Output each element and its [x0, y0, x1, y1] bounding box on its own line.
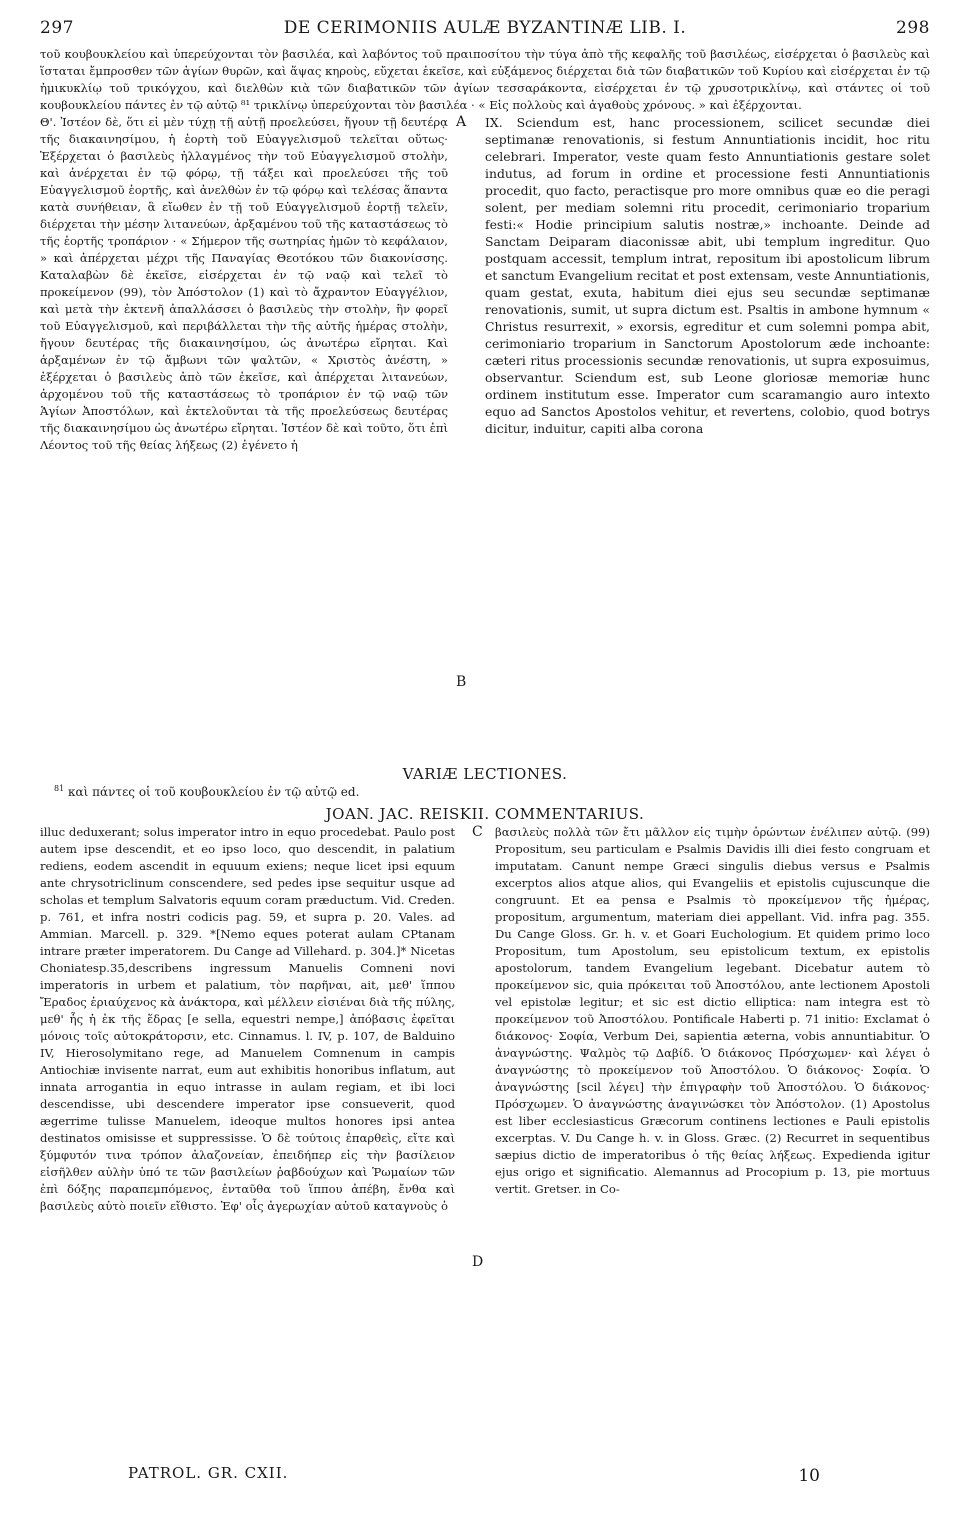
margin-marker-d: D: [472, 1254, 484, 1270]
gathering-number: 10: [798, 1466, 820, 1486]
commentarius-right-column: βασιλεὺς πολλὰ τῶν ἔτι μᾶλλον εἰς τιμὴν ὁρώντων ἐνέλιπεν αὐτῷ. (99) Propositum, seu particulam e Psalmis Davidis illi diei festo congruam et imputatam. Canunt nempe Græci singulis diebus versus e Psalmis excerptos alios atque alios, qui Evangeliis et epistolis cujuscunque die congruunt. Et ea pensa e Psalmis τὸ προκείμενον τῆς ἡμέρας, propositum, argumentum, materiam diei appellant. Vid. infra pag. 355. Du Cange Gloss. Gr. h. v. et Goari Euchologium. Et quidem primo loco Propositum, tum Apostolum, seu epistolicum textum, ex epistolis apostolorum, tandem Evangelium legebant. Dicebatur autem τὸ προκείμενον sic, quia πρόκειται τοῦ Ἀποστόλου, ante lectionem Apostoli vel epistolæ legitur; et sic est dictio elliptica: nam integra est τὸ προκείμενον τοῦ Ἀποστόλου. Pontificale Haberti p. 71 initio: Exclamat ὁ διάκονος· Σοφία, Verbum Dei, sapientia æterna, vobis annuntiabitur. Ὁ ἀναγνώστης. Ψαλμὸς τῷ Δαβίδ. Ὁ διάκονος Πρόσχωμεν· καὶ λέγει ὁ ἀναγνώστης τὸ προκείμενον τοῦ Ἀποστόλου. Ὁ διάκονος· Σοφία. Ὁ ἀναγνώστης [scil λέγει] τὴν ἐπιγραφὴν τοῦ Ἀποστόλου. Ὁ διάκονος· Πρόσχωμεν. Ὁ ἀναγνώστης ἀναγινώσκει τὸν Ἀπόστολον. (1) Apostolus est liber ecclesiasticus Græcorum continens lectiones e Pauli epistolis excerptas. V. Du Cange h. v. in Gloss. Græc. (2) Recurret in sequentibus sæpius dictio de imperatoribus ὁ τῆς θείας λήξεως. Expedienda igitur ejus origo et significatio. Alemannus ad Procopium p. 13, pie mortuus vertit. Gretser. in Co-: [495, 825, 930, 1196]
page-number-left: 297: [40, 18, 74, 38]
document-page: [40, 18, 930, 1494]
commentarius-left-column: illuc deduxerant; solus imperator intro in equo procedebat. Paulo post autem ipse descendit, et eo ipso loco, quo descendit, in palatium rediens, eodem ascendit in equuum exiens; neque licet ipsi equum ante chrysotriclinum conscendere, sed pedes ipse sequitur usque ad scholas et templum Salvatoris equum coram præductum. Vid. Creden. p. 761, et infra nostri codicis pag. 59, et supra p. 20. Vales. ad Ammian. Marcell. p. 329. *[Nemo eques poterat aulam CPtanam intrare præter imperatorem. Du Cange ad Villehard. p. 304.]* Nicetas Choniatesp.35,describens ingressum Manuelis Comneni novi imperatoris in urbem et palatium, τὸν παρῆναι, ait, μεθ' ἵππου Ἔραδος ἐριαύχενος κὰ ἀνάκτορα, καὶ μέλλειν εἰσιέναι διὰ τῆς πύλης, μεθ' ἧς ἡ ἐκ τῆς ἕδρας [e sella, equestri nempe,] ἀπόβασις ἐφεῖται μόνοις τοῖς αὐτοκράτορσιν, etc. Cinnamus. l. IV, p. 107, de Balduino IV, Hierosolymitano rege, ad Manuelem Comnenum in campis Antiochiæ invisente narrat, eum aut exhibitis honoribus inflatum, aut innata arrogantia in equo intrasse in aulam regiam, et ibi loci descendisse, ubi descendere imperator ipse consueverit, quod ægerrime tulisse Manuelem, ideoque multos honores ipsi antea destinatos omisisse et suppressisse. Ὁ δὲ τούτοις ἐπαρθεὶς, εἴτε καὶ ξύμφυτόν τινα τρόπον ἀλαζονείαν, ἐπειδήπερ εἰς τὴν βασίλειον εἰσῆλθεν αὐλὴν ὑπό τε τῶν βασιλείων ῥαβδούχων καὶ Ῥωμαίων τῶν ἐπὶ δόξης παραπεμπόμενος, ἐνταῦθα τοῦ ἵππου ἀπέβη, ἔνθα καὶ βασιλεὺς αὐτὸ ποιεῖν εἴθιστο. Ἐφ' οἷς ἀγερωχίαν αὐτοῦ καταγνοὺς ὁ: [40, 825, 455, 1213]
patrologia-signature: PATROL. GR. CXII.: [128, 1464, 289, 1482]
margin-marker-a: A: [456, 114, 467, 130]
variae-lectiones-title: VARIÆ LECTIONES.: [402, 765, 568, 783]
main-two-column-text: [40, 114, 930, 764]
margin-marker-c: C: [472, 824, 483, 840]
commentarius-title: JOAN. JAC. REISKII. COMMENTARIUS.: [325, 805, 645, 823]
variae-lectiones-note: [40, 784, 930, 804]
commentarius-columns: [40, 824, 930, 1464]
margin-marker-b: B: [456, 674, 467, 690]
variae-note-text: καὶ πάντες οἱ τοῦ κουβουκλείου ἐν τῷ αὐτῷ ed.: [68, 785, 360, 799]
page-footer: [40, 1464, 930, 1494]
section-latin-column: IX. Sciendum est, hanc processionem, scilicet secundæ diei septimanæ renovationis, si festum Annuntiationis incidit, hoc ritu celebrari. Imperator, veste quam festo Annuntiationis gestare solet indutus, ad forum in ordine et processione festi Annuntiationis procedit, quo facto, peractisque pro more omnibus quæ eo die peragi solent, per mediam solemni ritu procedit, cerimoniario troparium festi:« Hodie principium salutis nostræ,» inchoante. Deinde ad Sanctam Deiparam diaconissæ abit, ubi templum ingreditur. Quo postquam accessit, templum intrat, repositum ibi apostolicum librum et sanctum Evangelium recitat et post extensam, veste Annuntiationis, quam gestat, exuta, habitum diei ejus seu secundæ septimanæ renovationis, sumit, ut supra dictum est. Psaltis in ambone hymnum « Christus resurrexit, » exorsis, egreditur et cum solemni pompa abit, cerimoniario troparium in Sanctorum Apostolorum æde inchoante: cæteri ritus processionis secundæ renovationis, ut supra exposuimus, observantur. Sciendum est, sub Leone gloriosæ memoriæ hunc ordinem institutum esse. Imperator cum scaramangio auro intexto equo ad Sanctos Apostolos vehitur, et revertens, colobio, quod botrys dicitur, induitur, capiti alba corona: [485, 115, 930, 436]
opening-greek-paragraph: τοῦ κουβουκλείου καὶ ὑπερεύχονται τὸν βασιλέα, καὶ λαβόντος τοῦ πραιποσίτου τὴν τύγα ἀπὸ τῆς κεφαλῆς τοῦ βασιλέως, εἰσέρχεται ὁ βασιλεὺς καὶ ἵσταται ἔμπροσθεν τῶν ἁγίων θυρῶν, καὶ ἅψας κηροὺς, εὔχεται ἐκεῖσε, καὶ εὐξάμενος διέρχεται διὰ τῶν διαβατικῶν τοῦ Κυρίου καὶ εἰσέρχεται ἐν τῷ ἡμικυκλίῳ τοῦ τρικόγχου, καὶ διελθὼν κιὰ τῶν διαβατικῶν τῶν ἁγίων τεσσαράκοντα, εἰσέρχεται ἐν τῷ χρυσοτρικλίνῳ, καὶ στάντες οἱ τοῦ κουβουκλείου πάντες ἐν τῷ αὐτῷ ⁸¹ τρικλίνῳ ὑπερεύχονται τὸν βασιλέα · « Εἰς πολλοὺς καὶ ἀγαθοὺς χρόνους. » καὶ ἐξέρχονται.: [40, 47, 930, 112]
variae-note-number: 81: [54, 784, 65, 793]
running-title: DE CERIMONIIS AULÆ BYZANTINÆ LIB. I.: [283, 18, 687, 38]
page-number-right: 298: [896, 18, 930, 38]
running-header: [40, 18, 930, 46]
section-greek-column: Θ'. Ἰστέον δὲ, ὅτι εἰ μὲν τύχῃ τῇ αὐτῇ προελεύσει, ἤγουν τῇ δευτέρᾳ τῆς διακαινησίμου, ἡ ἑορτὴ τοῦ Εὐαγγελισμοῦ τελεῖται οὕτως· Ἐξέρχεται ὁ βασιλεὺς ἠλλαγμένος τὴν τοῦ Εὐαγγελισμοῦ στολὴν, καὶ ἀνέρχεται ἐν τῷ φόρῳ, τῇ τάξει καὶ προελεύσει τῆς τοῦ Εὐαγγελισμοῦ ἑορτῆς, καὶ ἀνελθὼν ἐν τῷ φόρῳ καὶ τελέσας ἅπαντα κατὰ συνήθειαν, ἃ εἴωθεν ἐν τῇ τοῦ Εὐαγγελισμοῦ ἑορτῇ τελεῖν, διέρχεται τὴν μέσην λιτανεύων, ἀρξαμένου τοῦ τῆς καταστάσεως τὸ τῆς ἑορτῆς τροπάριον · « Σήμερον τῆς σωτηρίας ἡμῶν τὸ κεφάλαιον, » καὶ ἀπέρχεται μέχρι τῆς Παναγίας Θεοτόκου τῶν διακονίσσης. Καταλαβὼν δὲ ἐκεῖσε, εἰσέρχεται ἐν τῷ ναῷ καὶ τελεῖ τὸ προκείμενον (99), τὸν Ἀπόστολον (1) καὶ τὸ ἄχραντον Εὐαγγέλιον, καὶ μετὰ τὴν ἐκτενῆ ἀπαλλάσσει ὁ βασιλεὺς τὴν στολὴν, ἣν φορεῖ τοῦ Εὐαγγελισμοῦ, καὶ περιβάλλεται τὴν τῆς αὐτῆς ἡμέρας στολὴν, ἤγουν δευτέρας τῆς διακαινησίμου, ὡς ἀνωτέρω εἴρηται. Καὶ ἀρξαμένων ἐν τῷ ἄμβωνι τῶν ψαλτῶν, « Χριστὸς ἀνέστη, » ἐξέρχεται ὁ βασιλεὺς ἀπὸ τῶν ἐκεῖσε, καὶ ἀπέρχεται λιτανεύων, ἀρχομένου τοῦ τῆς καταστάσεως τὸ τροπάριον ἐν τῷ ναῷ τῶν Ἁγίων Ἀποστόλων, καὶ ἐκτελοῦνται τὰ τῆς προελεύσεως δευτέρας τῆς διακαινησίμου ὡς ἀνωτέρω εἴρηται. Ἰστέον δὲ καὶ τοῦτο, ὅτι ἐπὶ Λέοντος τοῦ τῆς θείας λήξεως (2) ἐγένετο ἡ: [40, 115, 448, 452]
